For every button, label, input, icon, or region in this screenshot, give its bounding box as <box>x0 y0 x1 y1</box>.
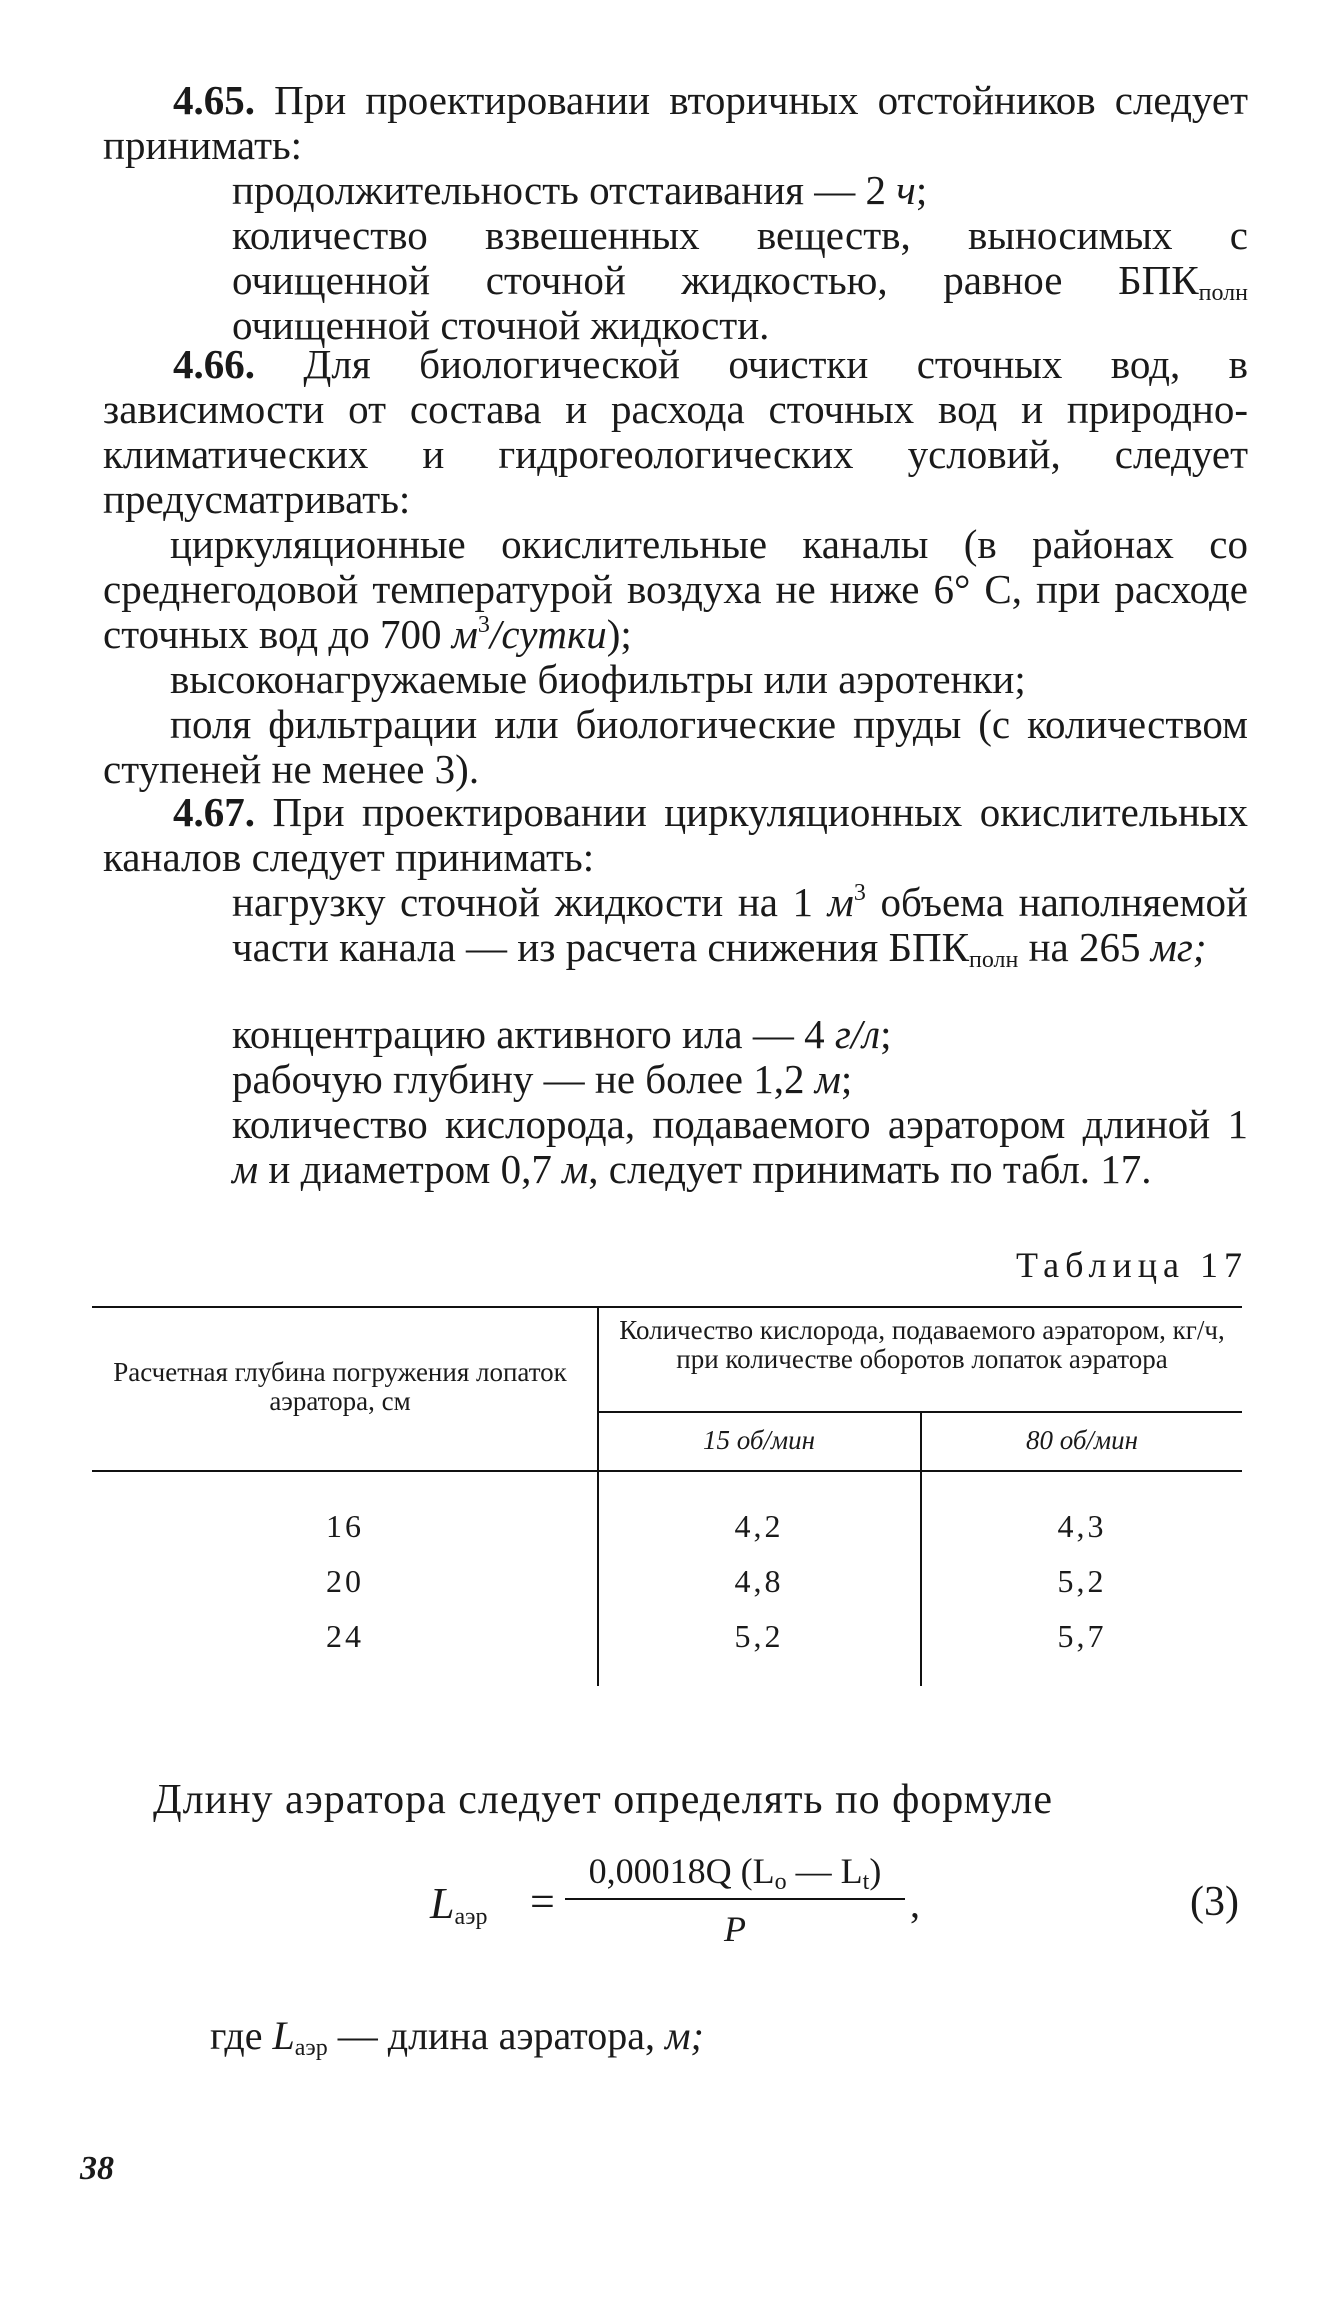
item-text: поля фильтрации или биологические пруды (с количеством ступеней не менее 3). <box>103 701 1248 792</box>
table-subheader-15: 15 об/мин <box>702 1425 816 1455</box>
subscript: полн <box>1198 280 1248 306</box>
table-caption: Таблица 17 <box>1016 1245 1248 1285</box>
clause-number: 4.67. <box>173 789 255 835</box>
formula-numerator <box>565 1850 905 1895</box>
formula-denominator: P <box>724 1909 746 1949</box>
list-item <box>232 879 1248 973</box>
formula-intro: Длину аэратора следует определять по формуле <box>153 1777 1053 1823</box>
table-cell-15: 5,2 <box>734 1618 784 1654</box>
table-cell-15: 4,2 <box>734 1508 784 1544</box>
formula-number: (3) <box>1190 1879 1239 1925</box>
superscript: 3 <box>477 612 490 638</box>
table-cell-depth: 20 <box>326 1563 364 1599</box>
item-end: ; <box>915 167 928 213</box>
item-end: ; <box>840 1056 853 1102</box>
unit: ч <box>896 167 916 213</box>
item-end: ); <box>606 611 632 657</box>
list-item <box>103 657 1248 702</box>
item-text: концентрацию активного ила — 4 <box>232 1011 835 1057</box>
list-item <box>232 168 1248 213</box>
item-text: , следует принимать по табл. 17. <box>588 1146 1152 1192</box>
symbol: L <box>430 1879 455 1928</box>
item-text: продолжительность отстаивания — 2 <box>232 167 897 213</box>
table-cell-depth: 16 <box>326 1508 364 1544</box>
item-text: объема наполняемой части канала — из расчета снижения БПК <box>232 879 1248 970</box>
item-text: количество кислорода, подаваемого аэратором длиной 1 <box>232 1101 1248 1147</box>
table-cell-80: 4,3 <box>1057 1508 1107 1544</box>
table-header-rule <box>92 1470 1242 1472</box>
numerator-text: ) <box>869 1851 882 1891</box>
formula-3 <box>430 1850 1150 1970</box>
symbol: L <box>272 2013 295 2058</box>
subscript: t <box>862 1869 870 1895</box>
item-end: ; <box>880 1011 892 1057</box>
item-text: количество взвешенных веществ, выносимых с очищенной сточной жидкостью, равное БПК <box>232 212 1248 303</box>
paragraph-4-67 <box>103 790 1248 880</box>
list-item <box>232 1012 1248 1057</box>
table-subheader-80: 80 об/мин <box>1025 1425 1139 1455</box>
clause-number: 4.66. <box>173 341 255 387</box>
subscript: o <box>774 1869 787 1895</box>
clause-number: 4.65. <box>173 77 255 123</box>
item-text: высоконагружаемые биофильтры или аэротенки; <box>170 656 1026 702</box>
paragraph-4-66 <box>103 342 1248 522</box>
table-column-rule <box>597 1306 599 1686</box>
list-item <box>103 702 1248 792</box>
unit: м <box>451 611 478 657</box>
formula-legend <box>210 2012 704 2059</box>
unit: м <box>232 1146 259 1192</box>
table-top-rule <box>92 1306 1242 1308</box>
table-header-oxygen: Количество кислорода, подаваемого аэратором, кг/ч, при количестве оборотов лопаток аэратора <box>619 1315 1225 1374</box>
item-text: рабочую глубину — не более 1,2 <box>232 1056 815 1102</box>
unit: м <box>827 879 854 925</box>
numerator-text: — L <box>786 1851 863 1891</box>
unit: м <box>562 1146 589 1192</box>
clause-text: При проектировании циркуляционных окислительных каналов следует принимать: <box>103 789 1249 880</box>
unit: м <box>814 1056 841 1102</box>
page-number: 38 <box>80 2150 114 2187</box>
formula-comma: , <box>910 1881 920 1926</box>
subscript: полн <box>968 947 1019 973</box>
table-cell-80: 5,2 <box>1057 1563 1107 1599</box>
clause-text: При проектировании вторичных отстойников следует принимать: <box>103 77 1248 168</box>
legend-text: — длина аэратора, <box>327 2013 665 2058</box>
table-cell-80: 5,7 <box>1057 1618 1107 1654</box>
item-text-end: очищенной сточной жидкости. <box>232 302 770 348</box>
formula-lhs <box>430 1878 487 1929</box>
item-text: и диаметром 0,7 <box>258 1146 563 1192</box>
unit: м; <box>664 2013 704 2058</box>
fraction-bar <box>565 1898 905 1900</box>
list-item <box>232 1102 1248 1192</box>
numerator-text: 0,00018Q (L <box>588 1851 775 1891</box>
unit: мг; <box>1150 924 1207 970</box>
clause-text: Для биологической очистки сточных вод, в зависимости от состава и расхода сточных вод и природно-климатических и гидрогеологических условий, следует предусматривать: <box>103 341 1249 522</box>
paragraph-4-65 <box>103 78 1248 168</box>
list-item <box>232 213 1248 348</box>
subscript: аэр <box>454 1904 488 1930</box>
list-item <box>232 1057 1248 1102</box>
item-text: нагрузку сточной жидкости на 1 <box>232 879 828 925</box>
list-item <box>103 522 1248 657</box>
subscript: аэр <box>294 2035 328 2061</box>
item-text: циркуляционные окислительные каналы (в районах со среднегодовой температурой воздуха не ниже 6° С, при расходе сточных вод до 700 <box>103 521 1248 657</box>
legend-lead: где <box>210 2013 273 2058</box>
superscript: 3 <box>853 880 866 906</box>
unit: /сутки <box>489 611 607 657</box>
item-text: на 265 <box>1018 924 1151 970</box>
table-cell-depth: 24 <box>326 1618 364 1654</box>
unit: г/л <box>834 1011 881 1057</box>
table-header-depth: Расчетная глубина погружения лопаток аэратора, см <box>113 1357 567 1416</box>
table-cell-15: 4,8 <box>734 1563 784 1599</box>
equals-sign: = <box>530 1877 555 1926</box>
